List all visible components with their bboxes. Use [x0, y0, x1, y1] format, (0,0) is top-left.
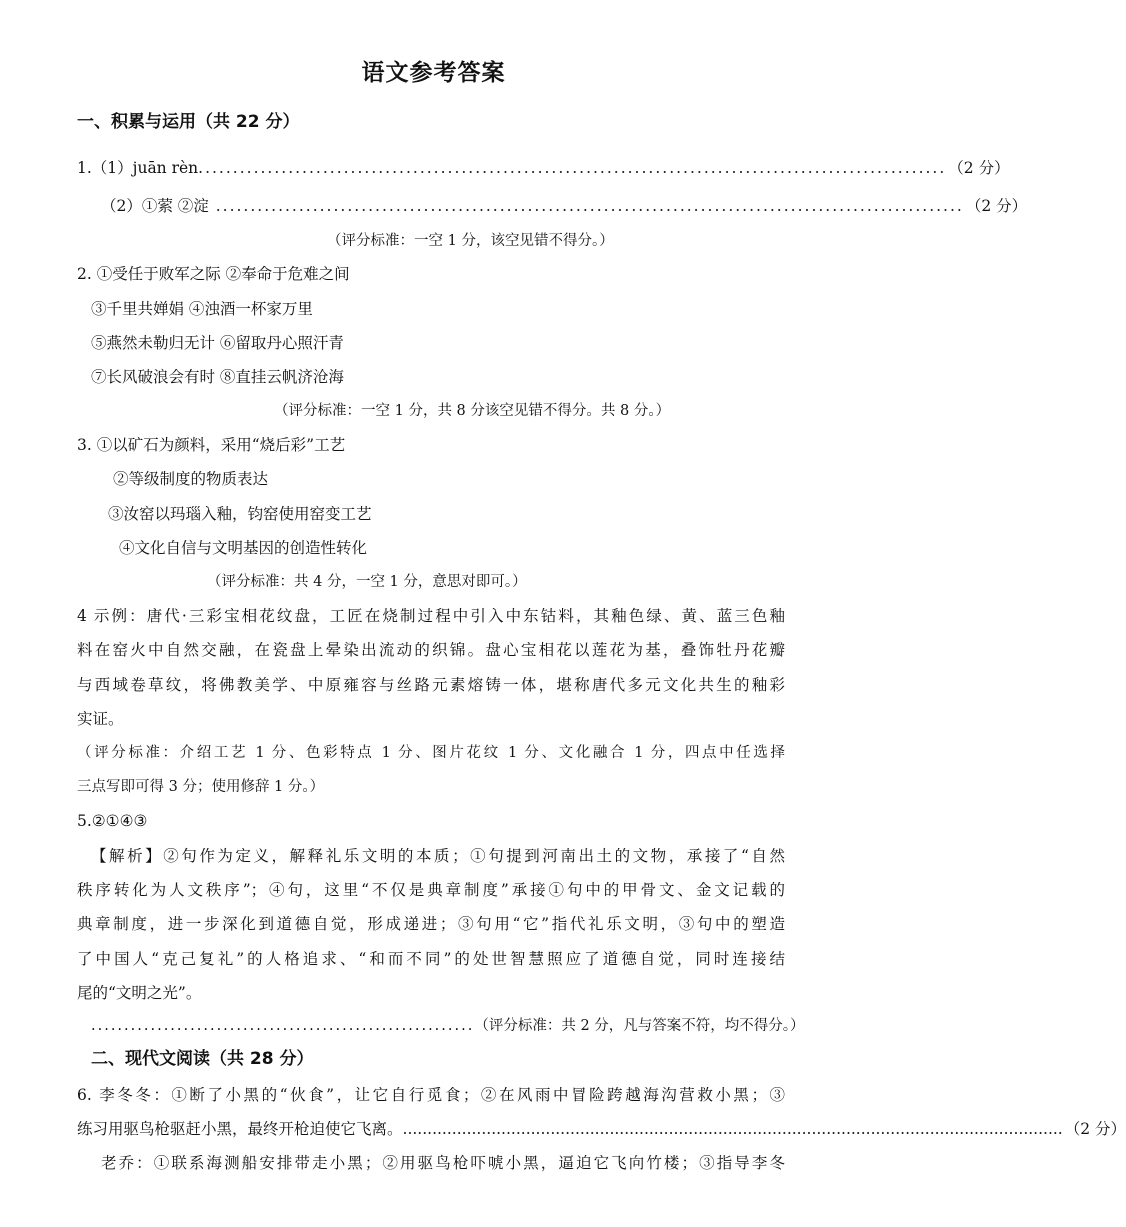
q2-line-4: ⑦长风破浪会有时 ⑧直挂云帆济沧海 — [91, 368, 344, 386]
q2-line-3: ⑤燕然未勒归无计 ⑥留取丹心照汗青 — [91, 334, 344, 352]
q5-analysis-2: 秩序转化为人文秩序”；④句，这里“不仅是典章制度”承接①句中的甲骨文、金文记载的 — [77, 881, 785, 899]
q5-criteria-row — [91, 1016, 805, 1036]
section-heading-2: 二、现代文阅读（共 28 分） — [91, 1049, 314, 1069]
q4-line-2: 料在窑火中自然交融，在瓷盘上晕染出流动的织锦。盘心宝相花以莲花为基，叠饰牡丹花瓣 — [77, 641, 785, 659]
q3-line-4: ④文化自信与文明基因的创造性转化 — [119, 539, 368, 557]
q4-criteria-2: 三点写即可得 3 分；使用修辞 1 分。） — [77, 779, 325, 795]
q4-line-4: 实证。 — [77, 710, 124, 728]
q1-part1-score: （2 分） — [948, 159, 1010, 177]
q5-criteria: （评分标准：共 2 分，凡与答案不符，均不得分。） — [474, 1018, 805, 1034]
page-title: 语文参考答案 — [361, 60, 506, 86]
q6-line-2 — [77, 1119, 1126, 1139]
q5-answer: 5.②①④③ — [77, 812, 148, 830]
q3-criteria: （评分标准：共 4 分，一空 1 分，意思对即可。） — [207, 574, 527, 590]
q1-criteria: （评分标准：一空 1 分，该空见错不得分。） — [327, 233, 614, 249]
q4-line-3: 与西域卷草纹，将佛教美学、中原雍容与丝路元素熔铸一体，堪称唐代多元文化共生的釉彩 — [77, 676, 785, 694]
q1-part1-answer: 1.（1）juān rèn — [77, 159, 199, 177]
q1-part2-score: （2 分） — [965, 197, 1028, 215]
q4-line-1: 4 示例：唐代·三彩宝相花纹盘，工匠在烧制过程中引入中东钴料，其釉色绿、黄、蓝三色釉 — [77, 607, 785, 625]
q2-line-2: ③千里共婵娟 ④浊酒一杯家万里 — [91, 300, 313, 318]
q2-criteria: （评分标准：一空 1 分，共 8 分该空见错不得分。共 8 分。） — [274, 403, 671, 419]
q5-analysis-1: 【解析】②句作为定义，解释礼乐文明的本质；①句提到河南出土的文物，承接了“自然 — [91, 847, 785, 865]
q5-analysis-5: 尾的“文明之光”。 — [77, 984, 202, 1002]
dot-leader: ............................................................................................................ — [198, 159, 947, 177]
q4-criteria-1: （评分标准：介绍工艺 1 分、色彩特点 1 分、图片花纹 1 分、文化融合 1 分，四点中任选择 — [77, 745, 785, 761]
dot-leader: .......................................................... — [91, 1018, 475, 1034]
q3-line-3: ③汝窑以玛瑙入釉，钧窑使用窑变工艺 — [108, 505, 372, 523]
q6-line-2-text: 练习用驱鸟枪驱赶小黑，最终开枪迫使它飞离。 — [77, 1120, 403, 1138]
dot-leader: ............................................................................................................ — [208, 197, 964, 215]
q5-analysis-3: 典章制度，进一步深化到道德自觉，形成递进；③句用“它”指代礼乐文明，③句中的塑造 — [77, 915, 785, 933]
q2-line-1: 2. ①受任于败军之际 ②奉命于危难之间 — [77, 265, 350, 283]
q6-line-2-score: （2 分） — [1064, 1120, 1126, 1138]
section-heading-1: 一、积累与运用（共 22 分） — [77, 112, 300, 132]
dot-leader: ...................................................................................................................................... — [402, 1120, 1063, 1138]
q5-analysis-4: 了中国人“克己复礼”的人格追求、“和而不同”的处世智慧照应了道德自觉，同时连接结 — [77, 950, 785, 968]
q6-line-3: 老乔：①联系海测船安排带走小黑；②用驱鸟枪吓唬小黑，逼迫它飞向竹楼；③指导李冬 — [101, 1154, 785, 1172]
q1-part1 — [77, 158, 1010, 178]
q6-line-1: 6. 李冬冬：①断了小黑的“伙食”，让它自行觅食；②在风雨中冒险跨越海沟营救小黑；③ — [77, 1086, 785, 1104]
q1-part2-answer: （2）①萦 ②淀 — [101, 197, 209, 215]
q3-line-1: 3. ①以矿石为颜料，采用“烧后彩”工艺 — [77, 436, 346, 454]
q3-line-2: ②等级制度的物质表达 — [113, 470, 269, 488]
q1-part2 — [101, 196, 1028, 216]
